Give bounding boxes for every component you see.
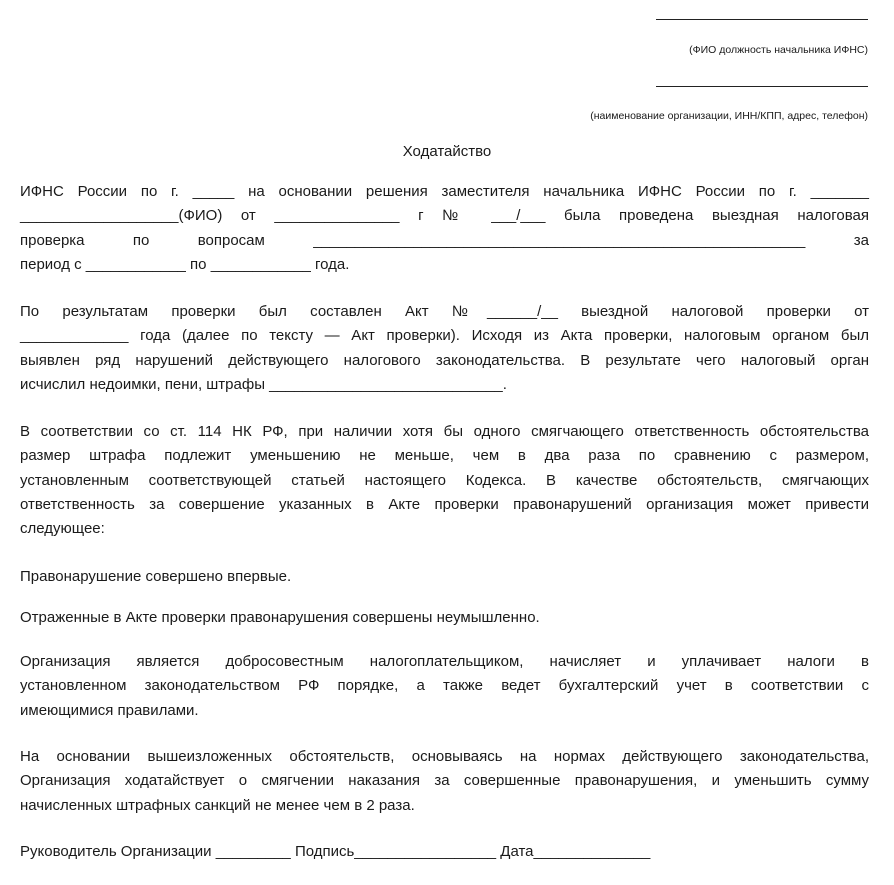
paragraph-line: ___________________(ФИО) от _______________ г № ___/___ была проведена выездная налоговая: [20, 207, 869, 225]
paragraph-line: Организация является добросовестным налогоплательщиком, начисляет и уплачивает налоги в: [20, 653, 869, 670]
paragraph-inspection: [20, 180, 869, 277]
paragraph-unintentional: [20, 606, 869, 630]
paragraph-line: Организация ходатайствует о смягчении наказания за совершенные правонарушения, и уменьшить сумму: [20, 772, 869, 790]
signature-line: Руководитель Организации _________ Подпись_________________ Дата______________: [20, 843, 651, 860]
paragraph-line: следующее:: [20, 520, 105, 538]
paragraph-line: проверка по вопросам ___________________________________________________________ за: [20, 231, 869, 249]
paragraph-first-offense: [20, 565, 869, 589]
paragraph-line: выявлен ряд нарушений действующего налогового законодательства. В результате чего налоговый орган: [20, 351, 869, 369]
paragraph-article-114: [20, 420, 869, 541]
paragraph-line: Правонарушение совершено впервые.: [20, 568, 292, 585]
recipient-caption: (ФИО должность начальника ИФНС): [689, 44, 868, 56]
paragraph-line: исчислил недоимки, пени, штрафы ____________________________.: [20, 375, 507, 393]
sender-caption: (наименование организации, ИНН/КПП, адрес, телефон): [590, 110, 868, 122]
paragraph-line: установленным соответствующей статьей настоящего Кодекса. В качестве обстоятельств, смягчающих: [20, 471, 869, 489]
paragraph-line: ИФНС России по г. _____ на основании решения заместителя начальника ИФНС России по г. _______: [20, 183, 869, 200]
paragraph-act: [20, 300, 869, 397]
document-title: Ходатайство: [402, 143, 492, 160]
paragraph-petition: [20, 745, 869, 818]
paragraph-line: ответственность за совершение указанных в Акте проверки правонарушений организация может привести: [20, 495, 869, 513]
paragraph-line: размер штрафа подлежит уменьшению не меньше, чем в два раза по сравнению с размером,: [20, 447, 869, 465]
recipient-line: [656, 19, 868, 20]
sender-line: [656, 86, 868, 87]
paragraph-line: По результатам проверки был составлен Акт №______/__ выездной налоговой проверки от: [20, 303, 869, 320]
signature-block: [20, 840, 869, 864]
paragraph-line: имеющимися правилами.: [20, 701, 199, 719]
paragraph-good-faith: [20, 650, 869, 723]
paragraph-line: Отраженные в Акте проверки правонарушения совершены неумышленно.: [20, 609, 540, 626]
paragraph-line: На основании вышеизложенных обстоятельств, основываясь на нормах действующего законодательства,: [20, 748, 869, 765]
paragraph-line: начисленных штрафных санкций не менее чем в 2 раза.: [20, 796, 415, 814]
paragraph-line: период с ____________ по ____________ года.: [20, 255, 350, 273]
paragraph-line: _____________ года (далее по тексту — Акт проверки). Исходя из Акта проверки, налоговым органом был: [20, 327, 869, 345]
paragraph-line: В соответствии со ст. 114 НК РФ, при наличии хотя бы одного смягчающего ответственность обстоятельства: [20, 423, 869, 440]
paragraph-line: установленном законодательством РФ порядке, а также ведет бухгалтерский учет в соответствии с: [20, 677, 869, 695]
